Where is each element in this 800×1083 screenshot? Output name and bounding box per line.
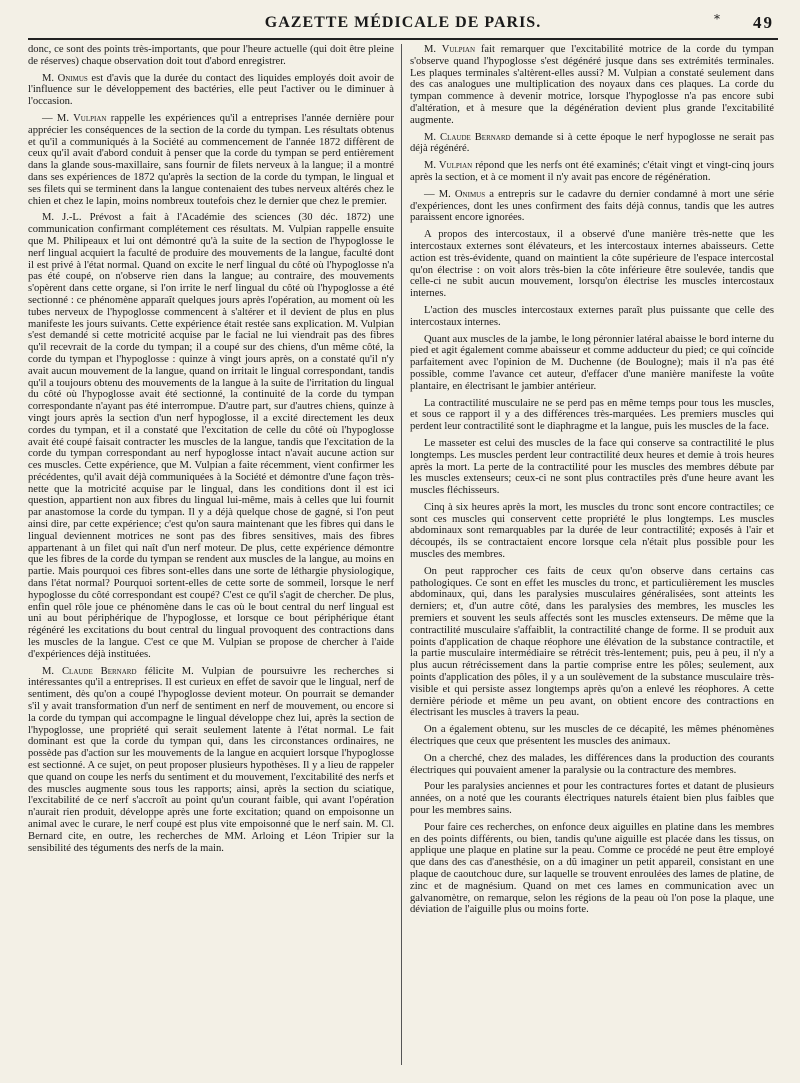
left-column: [28, 44, 394, 1065]
speaker-name: M. Vulpian: [424, 44, 476, 55]
paragraph: [410, 229, 774, 300]
speaker-name: M. Claude Bernard: [42, 665, 137, 677]
paragraph: [410, 566, 774, 719]
paragraph: [410, 781, 774, 816]
right-column: [410, 44, 774, 1065]
paragraph-text: On a également obtenu, sur les muscles de ce décapité, les mêmes phénomènes électriques que ceux que présentent les muscles des animaux.: [410, 724, 774, 748]
paragraph-text: La contractilité musculaire ne se perd pas en même temps pour tous les muscles, et sous ce rapport il y a des différences très-marquées. Les premiers muscles qui perdent leur contractilité sont le diaphragme et la langue, puis les muscles de la face.: [410, 397, 774, 433]
paragraph: [28, 113, 394, 207]
speaker-name: M. Vulpian: [424, 160, 473, 172]
paragraph: [28, 666, 394, 855]
page-number: 49: [753, 13, 774, 32]
paragraph-text: On peut rapprocher ces faits de ceux qu'on observe dans certains cas pathologiques. Ce sont en effet les muscles du tronc, et particulièrement les muscles abdominaux, qui, dans les paralysies musculaires généralisées, sont atteints les derniers; et, d'un autre côté, dans les paralysies des membres, les muscles les premiers et souvent les seuls affectés sont les muscles extenseurs. De même que la contractilité musculaire s'affaiblit, la contractilité change de forme. Il se produit aux points d'application de chaque réophore une élévation de la substance contractile, et la partie musculaire intermédiaire se rétrécit très-lentement; puis, peu à peu, il n'y a plus aucun rétrécissement dans la partie comprise entre les pôles; seulement, aux points d'application des pôles, il y a un soulèvement de la substance musculaire très-visible et qui persiste assez longtemps après qu'on a enlevé les réophores. A cette dernière période et même un peu avant, on obtient encore des contractions en électrisant les muscles à travers la peau.: [410, 565, 774, 719]
paragraph-text: fait remarquer que l'excitabilité motrice de la corde du tympan s'observe quand l'hypoglosse s'est dégénéré jusque dans ses extrémités terminales. Les plaques terminales s'altèrent-elles aussi? M. Vulpian a constaté seulement dans des cas analogues une multiplication des noyaux dans ces plaques. La corde du tympan commence à devenir motrice, lorsque l'hypoglosse n'a pas encore subi d'altération, et à mesure que la dégénération devient plus grande l'excitabilité augmente.: [410, 44, 774, 126]
paragraph-text: L'action des muscles intercostaux externes paraît plus puissante que celle des intercostaux internes.: [410, 304, 774, 328]
paragraph-text: Le masseter est celui des muscles de la face qui conserve sa contractilité le plus longtemps. Les muscles perdent leur contractilité deux heures et demie à trois heures après la mort. La perte de la contractilité pour les muscles des membres débute par les muscles extenseurs; ceux-ci ne sont plus contractiles près d'une heure avant les muscles fléchisseurs.: [410, 437, 774, 497]
paragraph-text: demande si à cette époque le nerf hypoglosse ne serait pas déjà régénéré.: [410, 131, 774, 155]
paragraph: [28, 44, 394, 68]
paragraph-text: est d'avis que la durée du contact des liquides employés doit avoir de l'influence sur le développement des bactéries, elle peut l'activer ou le diminuer à l'occasion.: [28, 72, 394, 108]
column-divider: [401, 44, 402, 1065]
paragraph: [410, 160, 774, 184]
page-header: [28, 8, 778, 40]
paragraph-text: Pour faire ces recherches, on enfonce deux aiguilles en platine dans les membres en des points différents, ou bien, tandis qu'une aiguille est placée dans les tissus, on applique une plaque en platine sur la peau. Comme ce procédé ne peut être employé que dans des cas d'anesthésie, on a dû imaginer un petit appareil, consistant en une plaque de caoutchouc dure, sur laquelle se trouvent enroulées des lames de platine, de zinc et de magnésium. Quand on met ces lames en communication avec un galvanomètre, on remarque, selon les régions de la peau où l'on pose la plaque, une déviation de l'aiguille plus ou moins forte.: [410, 821, 774, 916]
speaker-name: — M. Vulpian: [42, 112, 107, 124]
paragraph-text: a entrepris sur le cadavre du dernier condamné à mort une série d'expériences, dont les unes confirment des faits déjà connus, tandis que les autres paraissent encore ignorées.: [410, 188, 774, 224]
paragraph: [410, 334, 774, 393]
speaker-name: M. Onimus: [42, 72, 88, 84]
paragraph-text: Quant aux muscles de la jambe, le long péronnier latéral abaisse le bord interne du pied et agit également comme abaisseur et comme adducteur du pied; ce qui coïncide parfaitement avec l'opinion de M. Duchenne (de Boulogne); mais il n'a pas été possible, comme l'avance cet auteur, d'effacer d'une manière manifeste la voûte plantaire, en électrisant le jambier antérieur.: [410, 333, 774, 392]
paragraph-text: répond que les nerfs ont été examinés; c'était vingt et vingt-cinq jours après la section, et à ce moment il n'y avait pas encore de régénération.: [410, 160, 774, 183]
paragraph: [410, 189, 774, 224]
paragraph-text: M. J.-L. Prévost a fait à l'Académie des sciences (30 déc. 1872) une communication confirmant complétement ces résultats. M. Vulpian rappelle ensuite que M. Philipeaux et lui ont démontré qu'à la suite de la section de l'hypoglosse le nerf lingual acquiert la faculté de produire des mouvements de la langue, faculté dont il est privé à l'état normal. Quand on excite le nerf lingual du côté où l'hypoglosse n'a pas été coupé, on n'observe rien dans la langue; au contraire, des mouvements s'opèrent dans cette organe, si l'on irrite le nerf lingual du côté où l'hypoglosse a été sectionné : ce phénomène apparaît quelques jours après l'opération, au moment où les tubes nerveux de l'hypoglosse commencent à s'altérer et il devient de plus en plus manifeste les jours suivants. Cette expérience était restée sans explication. M. Vulpian s'est demandé si cette motricité acquise par le facial ne lui viendrait pas des fibres qu'il recevrait de la corde du tympan; il a coupé sur des chiens, d'un même côté, la corde du tympan et l'hypoglosse : quinze à vingt jours après, on a constaté qu'il n'y avait aucun mouvement de la langue, quand on irritait le lingual correspondant, tandis qu'il a toujours obtenu des mouvements de la langue à la suite de l'irritation du lingual du côté où l'hypoglosse avait été sectionné, la continuité de la corde du tympan correspondante n'ayant pas été interrompue. D'autre part, sur d'autres chiens, quinze à vingt jours après la section d'un nerf hypoglosse, il a excité directement les deux cordes du tympan, et il a constaté que l'excitation de celle du côté où l'hypoglosse avait été coupé faisait contracter les muscles de la langue, tandis que l'excitation de la corde du tympan correspondant au nerf hypoglosse intact n'avait aucune action sur ces muscles. Cette expérience, que M. Vulpian a faite récemment, vient confirmer les précédentes, qu'il avait déjà communiquées à la Société et démontre d'une façon très-nette que la motricité acquise par le lingual, dans les conditions dont il est ici question, appartient non aux fibres du lingual lui-même, mais à celles que lui fournit par anastomose la corde du tympan. Il y a déjà quelque chose de gagné, si l'on peut ainsi dire, par cette expérience; c'est qu'on saura maintenant que les fibres qui dans le lingual deviennent motrices ne sont pas des fibres sensitives, mais des fibres appartenant à un filet qui naît d'un nerf moteur. De plus, cette expérience démontre que les fibres de la corde du tympan se rendent aux muscles de la langue, au moins en partie. Mais pourquoi ces fibres sont-elles dans une sorte de léthargie physiologique, dans l'état normal? Pourquoi sortent-elles de cette sorte de sommeil, lorsque le nerf hypoglosse du côté correspondant est coupé? C'est ce qu'il s'agit de chercher. De plus, enfin quel rôle joue ce phénomène dans le cas où le bout central du nerf lingual est uni au bout périphérique de l'hypoglosse, et lorsque ce bout périphérique étant régénéré les excitations du bout central du lingual provoquent des contractions dans les muscles de la langue. C'est ce que M. Vulpian se propose de chercher à l'aide d'expériences déjà instituées.: [28, 212, 394, 660]
paragraph-text: Pour les paralysies anciennes et pour les contractures fortes et datant de plusieurs années, on a noté que les courants électriques naturels étaient bien plus faibles que pour les membres sains.: [410, 781, 774, 817]
paragraph: [410, 822, 774, 916]
speaker-name: — M. Onimus: [424, 188, 486, 200]
paragraph: [410, 502, 774, 561]
paragraph: [410, 132, 774, 156]
paragraph: [410, 398, 774, 433]
paragraph-text: A propos des intercostaux, il a observé d'une manière très-nette que les intercostaux externes sont élévateurs, et les intercostaux internes abaisseurs. Cette action est très-évidente, quand on maintient la côte supérieure de l'espace intercostal qu'on électrise : on voit alors très-bien la côte inférieure être soulevée, tandis que celle-ci ne subit aucun mouvement, lorsqu'on électrise les muscles intercostaux internes.: [410, 229, 774, 300]
paragraph: [410, 44, 774, 127]
journal-title: GAZETTE MÉDICALE DE PARIS.: [264, 14, 542, 31]
paragraph-text: félicite M. Vulpian de poursuivre les recherches si intéressantes qu'il a entreprises. Il est curieux en effet de savoir que le lingual, nerf de sentiment, dès qu'on a coupé l'hypoglosse devient moteur. On pourrait se demander s'il y avait transformation d'un nerf de sentiment en nerf de mouvement, ou encore si la corde du tympan qui accompagne le lingual développe chez lui, après la section de l'hypoglosse, une propriété qui serait seulement latente à l'état normal. Le fait dominant est que la corde du tympan qui, dans les circonstances ordinaires, ne possède pas d'action sur les mouvements de la langue en acquiert lorsque l'hypoglosse est sectionné. A ce sujet, on peut proposer plusieurs hypothèses. Il y a lieu de rappeler que quand on coupe les nerfs du sentiment et du mouvement, l'excitabilité des nerfs et des muscles augmente sous tous les rapports; ainsi, après la section du sciatique, l'excitabilité de ce nerf s'accroît au point qu'un courant faible, qui avant l'opération n'aurait rien produit, développe après une forte excitation; quand on empoisonne un animal avec le curare, le nerf coupé est plus vite empoisonné que le nerf sain. M. Cl. Bernard cite, en outre, les recherches de MM. Arloing et Léon Tripier sur la sensibilité des téguments des nerfs de la main.: [28, 665, 394, 854]
paragraph: [410, 305, 774, 329]
header-mark: *: [714, 12, 720, 26]
paragraph: [28, 212, 394, 660]
paragraph: [410, 724, 774, 748]
paragraph: [28, 73, 394, 108]
paragraph-text: Cinq à six heures après la mort, les muscles du tronc sont encore contractiles; ce sont ces muscles qui conservent cette propriété le plus longtemps. Les muscles abdominaux sont remarquables par la durée de leur contractilité; exposés à l'air et découpés, ils se contractaient encore lorsque cela n'était plus possible pour les muscles des membres.: [410, 501, 774, 561]
speaker-name: M. Claude Bernard: [424, 131, 511, 143]
paragraph: [410, 753, 774, 777]
paragraph-text: rappelle les expériences qu'il a entreprises l'année dernière pour apprécier les conséquences de la section de la corde du tympan. Les résultats obtenus et qu'il a communiqués à la Société au commencement de l'année 1872 diffèrent de ceux qu'il avait d'abord conduit à penser que la corde du tympan se perd entièrement dans la glande sous-maxillaire, sans fournir de filets nerveux à la langue; il a montré dans ses expériences de 1872 qu'après la section de la corde du tympan, le lingual et ses filets qui se terminent dans la langue contenaient des tubes nerveux altérés chez le chien et chez le lapin, moins nombreux toutefois chez le dernier que chez le premier.: [28, 112, 394, 207]
paragraph-text: donc, ce sont des points très-importants, que pour l'heure actuelle (qui doit être pleine de réserves) chaque observation doit tout d'abord enregistrer.: [28, 44, 394, 67]
paragraph-text: On a cherché, chez des malades, les différences dans la production des courants électriques qui pouvaient amener la paralysie ou la contracture des membres.: [410, 752, 774, 776]
paragraph: [410, 438, 774, 497]
